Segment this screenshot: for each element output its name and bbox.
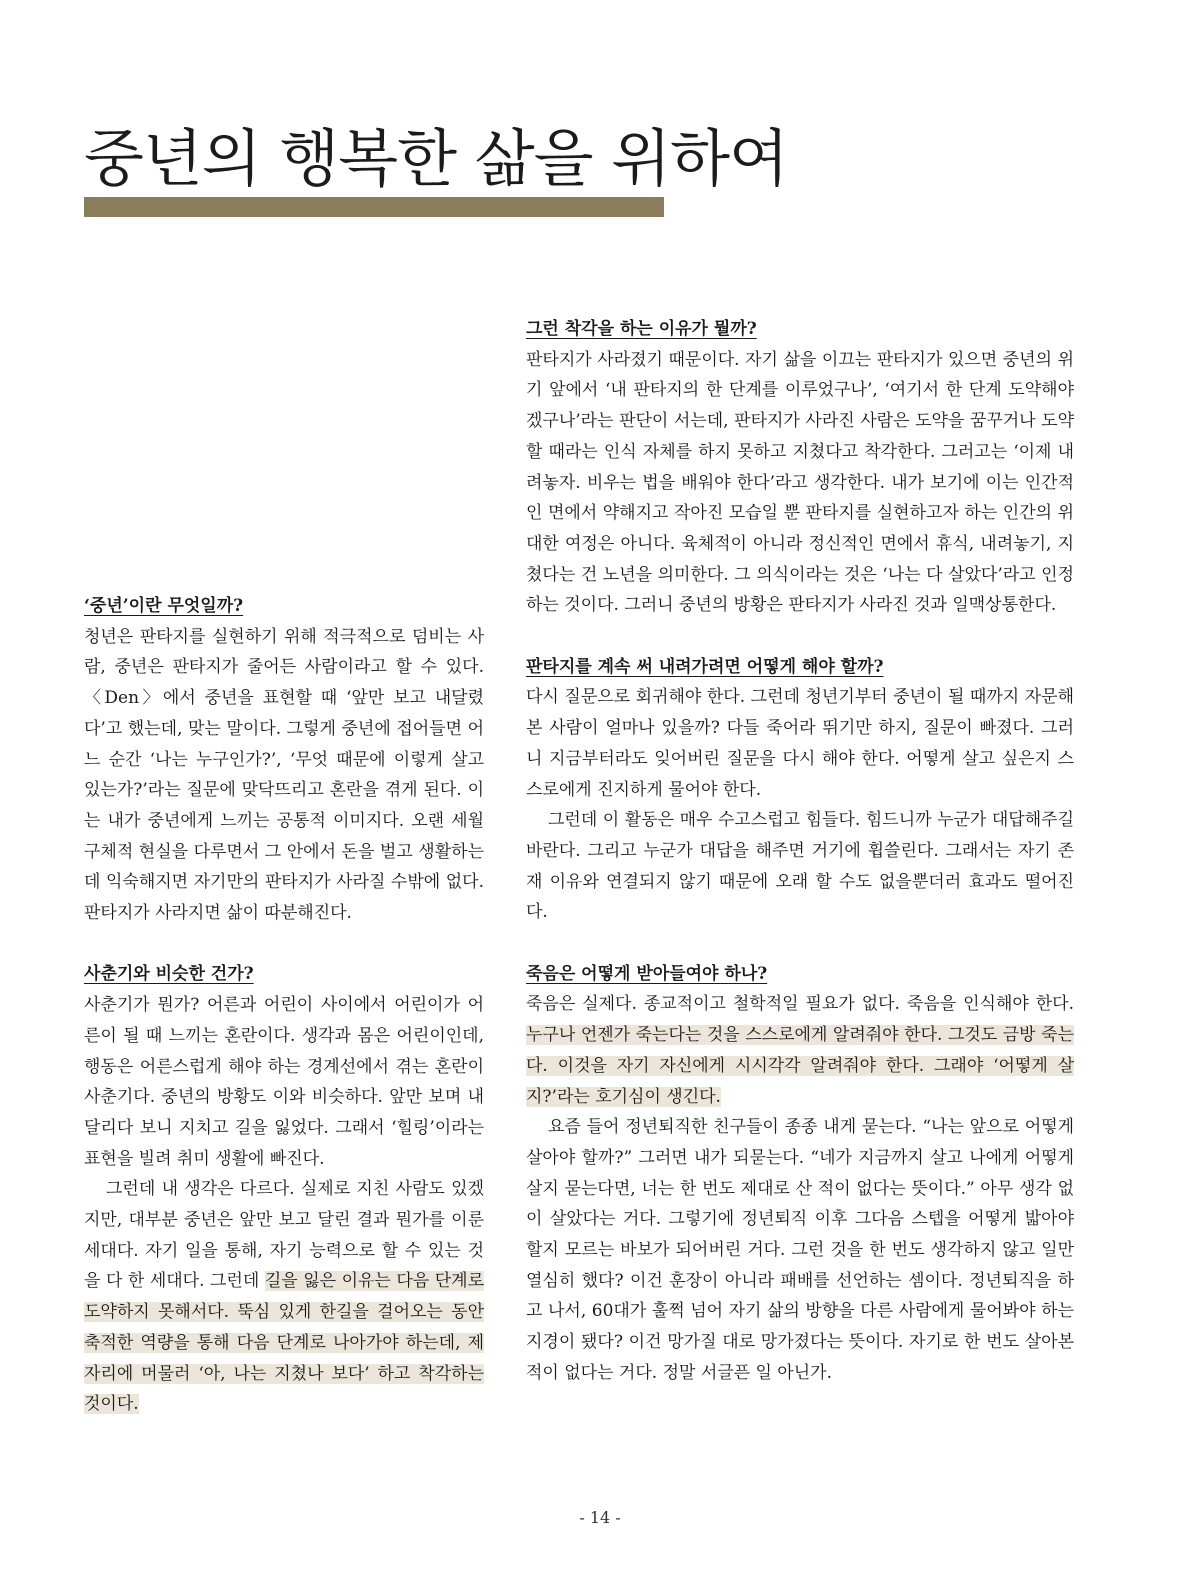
paragraph: 그런데 이 활동은 매우 수고스럽고 힘들다. 힘드니까 누군가 대답해주길 바란다. 그리고 누군가 대답을 해주면 거기에 휩쓸린다. 그래서는 자기 존재 이유와 연결되지 않기 때문에 오래 할 수도 없을뿐더러 효과도 떨어진다. xyxy=(526,810,1074,923)
paragraph: 요즘 들어 정년퇴직한 친구들이 종종 내게 묻는다. “나는 앞으로 어떻게 살아야 할까?” 그러면 내가 되묻는다. “네가 지금까지 살고 나에게 어떻게 살지 묻는다면, 너는 한 번도 제대로 산 적이 없다는 뜻이다.” 아무 생각 없이 살았다는 거다. 그렇기에 정년퇴직 이후 그다음 스텝을 어떻게 밟아야 할지 모르는 바보가 되어버린 거다. 그런 것을 한 번도 생각하지 않고 일만 열심히 했다? 이건 훈장이 아니라 패배를 선언하는 셈이다. 정년퇴직을 하고 나서, 60대가 훌쩍 넘어 자기 삶의 방향을 다른 사람에게 물어봐야 하는 지경이 됐다? 이건 망가질 대로 망가졌다는 뜻이다. 자기로 한 번도 살아본 적이 없다는 거다. 정말 서글픈 일 아닌가. xyxy=(526,1117,1074,1383)
section-gap xyxy=(84,929,484,960)
section-heading-keep-writing-fantasy: 판타지를 계속 써 내려가려면 어떻게 해야 할까? xyxy=(526,656,884,677)
page-title: 중년의 행복한 삶을 위하여 xyxy=(84,122,788,195)
paragraph-text: 그런데 내 생각은 다르다. 실제로 지친 사람도 있겠지만, 대부분 중년은 앞만 보고 달린 결과 뭔가를 이룬 세대다. 자기 일을 통해, 자기 능력으로 할 수 있는 것을 다 한 세대다. 그런데 xyxy=(84,1179,484,1292)
section-heading-accepting-death: 죽음은 어떻게 받아들여야 하나? xyxy=(526,963,768,984)
page-number: - 14 - xyxy=(579,1508,621,1527)
paragraph: 청년은 판타지를 실현하기 위해 적극적으로 덤비는 사람, 중년은 판타지가 줄어든 사람이라고 할 수 있다. 〈Den〉에서 중년을 표현할 때 ‘앞만 보고 내달렸다’고 했는데, 맞는 말이다. 그렇게 중년에 접어들면 어느 순간 ‘나는 누구인가?’, ‘무엇 때문에 이렇게 살고 있는가?’라는 질문에 맞닥뜨리고 혼란을 겪게 된다. 이는 내가 중년에게 느끼는 공통적 이미지다. 오랜 세월 구체적 현실을 다루면서 그 안에서 돈을 벌고 생활하는 데 익숙해지면 자기만의 판타지가 사라질 수밖에 없다. 판타지가 사라지면 삶이 따분해진다. xyxy=(84,626,484,924)
left-column xyxy=(84,591,484,1420)
highlighted-text: 누구나 언젠가 죽는다는 것을 스스로에게 알려줘야 한다. 그것도 금방 죽는다. 이것을 자기 자신에게 시시각각 알려줘야 한다. 그래야 ‘어떻게 살지?’라는 호기심이 생긴다. xyxy=(526,1025,1074,1107)
title-underline-bar xyxy=(84,197,664,217)
paragraph: 판타지가 사라졌기 때문이다. 자기 삶을 이끄는 판타지가 있으면 중년의 위기 앞에서 ‘내 판타지의 한 단계를 이루었구나’, ‘여기서 한 단계 도약해야겠구나’라는 판단이 서는데, 판타지가 사라진 사람은 도약을 꿈꾸거나 도약할 때라는 인식 자체를 하지 못하고 지쳤다고 착각한다. 그러고는 ‘이제 내려놓자. 비우는 법을 배워야 한다’라고 생각한다. 내가 보기에 이는 인간적인 면에서 약해지고 작아진 모습일 뿐 판타지를 실현하고자 하는 인간의 위대한 여정은 아니다. 육체적이 아니라 정신적인 면에서 휴식, 내려놓기, 지쳤다는 건 노년을 의미한다. 그 의식이라는 것은 ‘나는 다 살았다’라고 인정하는 것이다. 그러니 중년의 방황은 판타지가 사라진 것과 일맥상통한다. xyxy=(526,349,1074,616)
paragraph: 다시 질문으로 회귀해야 한다. 그런데 청년기부터 중년이 될 때까지 자문해본 사람이 얼마나 있을까? 다들 죽어라 뛰기만 하지, 질문이 빠졌다. 그러니 지금부터라도 잊어버린 질문을 다시 해야 한다. 어떻게 살고 싶은지 스스로에게 진지하게 물어야 한다. xyxy=(526,687,1074,800)
paragraph xyxy=(84,1174,484,1420)
paragraph: 사춘기가 뭔가? 어른과 어린이 사이에서 어린이가 어른이 될 때 느끼는 혼란이다. 생각과 몸은 어린이인데, 행동은 어른스럽게 해야 하는 경계선에서 겪는 혼란이 사춘기다. 중년의 방황도 이와 비슷하다. 앞만 보며 내달리다 보니 지치고 길을 잃었다. 그래서 ‘힐링’이라는 표현을 빌려 취미 생활에 빠진다. xyxy=(84,995,484,1169)
highlighted-text: 길을 잃은 이유는 다음 단계로 도약하지 못해서다. 뚝심 있게 한길을 걸어오는 동안 축적한 역량을 통해 다음 단계로 나아가야 하는데, 제자리에 머물러 ‘아, 나는 지쳤나 보다’ 하고 착각하는 것이다. xyxy=(84,1271,484,1415)
section-heading-what-is-middle-age: ‘중년’이란 무엇일까? xyxy=(84,596,244,616)
section-gap xyxy=(526,621,1074,652)
paragraph xyxy=(526,989,1074,1112)
right-column xyxy=(526,314,1074,1389)
section-gap xyxy=(526,928,1074,959)
section-heading-adolescence: 사춘기와 비슷한 건가? xyxy=(84,964,254,985)
paragraph-text: 죽음은 실제다. 종교적이고 철학적일 필요가 없다. 죽음을 인식해야 한다. xyxy=(526,994,1074,1015)
section-heading-why-mistake: 그런 착각을 하는 이유가 뭘까? xyxy=(526,319,757,339)
